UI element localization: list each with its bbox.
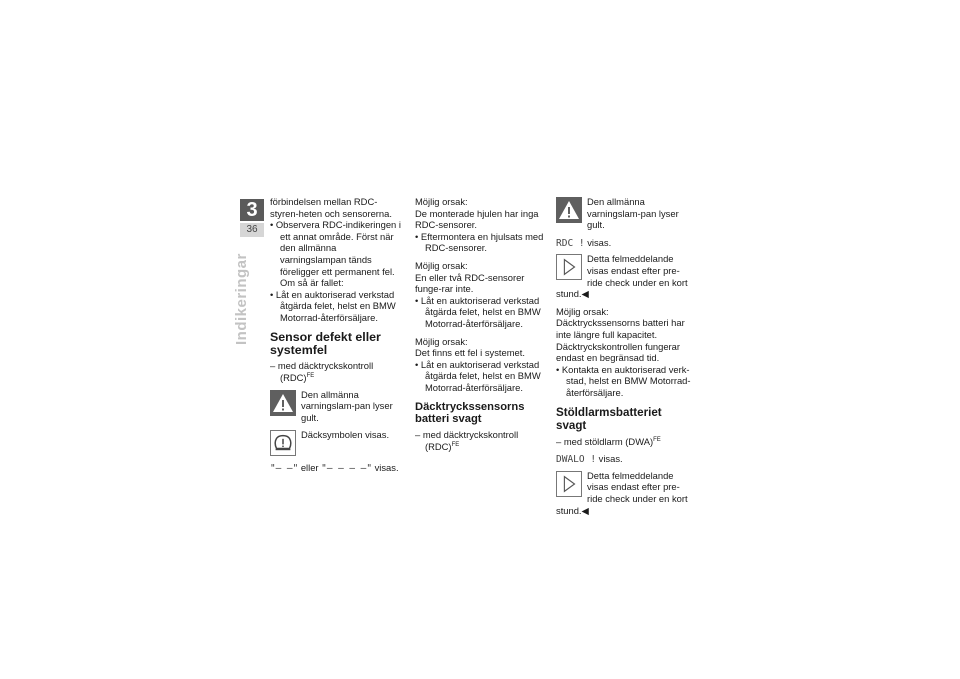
tire-text: Däcksymbolen visas. bbox=[301, 428, 390, 440]
info-row bbox=[556, 470, 691, 516]
info-row bbox=[556, 253, 691, 299]
warning-text: Den allmänna varningslam-pan lyser gult. bbox=[587, 196, 679, 231]
warning-triangle-icon bbox=[556, 197, 582, 223]
display-text: "– –" eller "– – – –" visas. bbox=[270, 461, 399, 474]
bullet-item: • Kontakta en auktoriserad verk-stad, helst en BMW Motorrad-återförsäljare. bbox=[556, 363, 691, 398]
tire-row bbox=[270, 429, 405, 456]
dwa-display: DWALO ! bbox=[556, 454, 597, 466]
chapter-number: 3 bbox=[240, 199, 264, 221]
bullet-item: • Låt en auktoriserad verkstad åtgärda felet, helst en BMW Motorrad-återförsäljare. bbox=[270, 288, 396, 323]
info-text: Detta felmeddelande visas endast efter pre-ride check under en kort stund.◀ bbox=[556, 253, 688, 300]
info-play-icon bbox=[556, 471, 582, 497]
cause-text: Däcktryckssensorns batteri har inte längre full kapacitet. Däcktryckskontrollen fungerar endast en begränsad tid. bbox=[556, 317, 685, 364]
display-text: RDC ! visas. bbox=[556, 236, 612, 249]
bullet-item: • Observera RDC-indikeringen i ett annat område. Först när den allmänna varningslampan tänds föreligger ett permanent fel. Om så är fallet: bbox=[270, 219, 401, 289]
warning-row bbox=[556, 196, 691, 231]
cause-label: Möjlig orsak: bbox=[556, 305, 609, 317]
equipment-note: – med stöldlarm (DWA)$^{FE}$ bbox=[556, 435, 661, 447]
cause-text: De monterade hjulen har inga RDC-sensorer. bbox=[415, 207, 539, 231]
cause-label: Möjlig orsak: bbox=[415, 259, 468, 271]
cause-label: Möjlig orsak: bbox=[415, 196, 468, 207]
column-1 bbox=[270, 196, 405, 474]
equipment-note: – med däcktryckskontroll (RDC)$^{FE}$ bbox=[270, 359, 374, 384]
rdc-display: RDC ! bbox=[556, 237, 585, 249]
cause-label: Möjlig orsak: bbox=[415, 335, 468, 347]
warning-triangle-icon bbox=[270, 390, 296, 416]
bullet-item: • Låt en auktoriserad verkstad åtgärda felet, helst en BMW Motorrad-återförsäljare. bbox=[415, 358, 541, 393]
equipment-note: – med däcktryckskontroll (RDC)$^{FE}$ bbox=[415, 428, 519, 453]
column-3 bbox=[556, 196, 691, 516]
info-play-icon bbox=[556, 254, 582, 280]
bullet-item: • Eftermontera en hjulsats med RDC-sensorer. bbox=[415, 230, 544, 254]
page-number: 36 bbox=[240, 223, 264, 237]
display-text: DWALO ! visas. bbox=[556, 453, 623, 466]
section-heading: Däcktryckssensorns batteri svagt bbox=[415, 400, 525, 425]
paragraph: förbindelsen mellan RDC-styren-heten och sensorerna. bbox=[270, 196, 392, 219]
cause-text: Det finns ett fel i systemet. bbox=[415, 347, 525, 359]
column-2 bbox=[415, 196, 550, 453]
warning-text: Den allmänna varningslam-pan lyser gult. bbox=[301, 388, 393, 424]
warning-row bbox=[270, 389, 405, 424]
cause-text: En eller två RDC-sensorer funge-rar inte. bbox=[415, 271, 525, 295]
bullet-item: • Låt en auktoriserad verkstad åtgärda felet, helst en BMW Motorrad-återförsäljare. bbox=[415, 294, 541, 329]
info-text: Detta felmeddelande visas endast efter pre-ride check under en kort stund.◀ bbox=[556, 469, 688, 516]
section-heading: Stöldlarmsbatteriet svagt bbox=[556, 405, 662, 432]
chapter-title: Indikeringar bbox=[233, 253, 250, 345]
tire-pressure-icon bbox=[270, 430, 296, 456]
section-heading: Sensor defekt eller systemfel bbox=[270, 329, 381, 357]
